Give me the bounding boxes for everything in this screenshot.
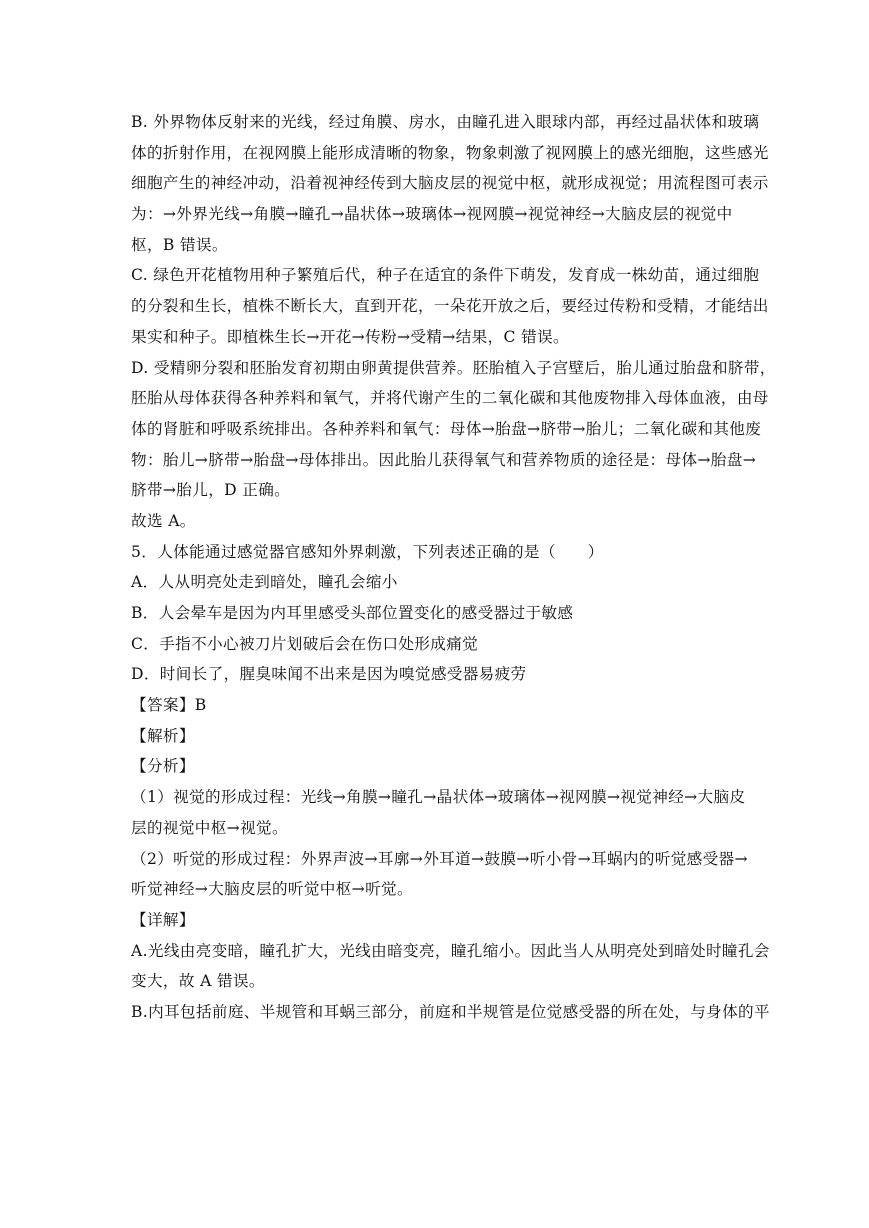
text-line: C. 绿色开花植物用种子繁殖后代，种子在适宜的条件下萌发，发育成一株幼苗，通过细胞: [131, 266, 760, 285]
text-line: 体的折射作用，在视网膜上能形成清晰的物象，物象刺激了视网膜上的感光细胞，这些感光: [131, 143, 769, 162]
breakdown-heading: 【分析】: [131, 757, 195, 776]
option-a: A．人从明亮处走到暗处，瞳孔会缩小: [131, 573, 398, 592]
text-line: B. 外界物体反射来的光线，经过角膜、房水，由瞳孔进入眼球内部，再经过晶状体和玻璃: [131, 113, 760, 131]
text-line: 层的视觉中枢→视觉。: [131, 818, 288, 837]
answer-heading: 【答案】B: [131, 696, 207, 715]
option-b: B．人会晕车是因为内耳里感受头部位置变化的感受器过于敏感: [131, 604, 574, 622]
text-line: A.光线由亮变暗，瞳孔扩大，光线由暗变亮，瞳孔缩小。因此当人从明亮处到暗处时瞳孔会: [131, 941, 770, 960]
document-body: [131, 107, 776, 1028]
question-stem: 5．人体能通过感觉器官感知外界刺激，下列表述正确的是（ ）: [131, 542, 604, 561]
text-line: 的分裂和生长，植株不断长大，直到开花，一朵花开放之后，要经过传粉和受精，才能结出: [131, 297, 769, 316]
text-line: 体的肾脏和呼吸系统排出。各种养料和氧气：母体→胎盘→脐带→胎儿；二氧化碳和其他废: [131, 419, 762, 438]
text-line: D. 受精卵分裂和胚胎发育初期由卵黄提供营养。胚胎植入子宫壁后，胎儿通过胎盘和脐带，: [131, 358, 776, 377]
text-line: 变大，故 A 错误。: [131, 972, 265, 991]
text-line: （2）听觉的形成过程：外界声波→耳廓→外耳道→鼓膜→听小骨→耳蜗内的听觉感受器→: [131, 849, 748, 868]
text-line: 胚胎从母体获得各种养料和氧气，并将代谢产生的二氧化碳和其他废物排入母体血液，由母: [131, 389, 769, 408]
text-line: 脐带→胎儿，D 正确。: [131, 481, 291, 500]
text-line: （1）视觉的形成过程：光线→角膜→瞳孔→晶状体→玻璃体→视网膜→视觉神经→大脑皮: [131, 788, 746, 807]
detail-heading: 【详解】: [131, 910, 195, 929]
option-c: C．手指不小心被刀片划破后会在伤口处形成痛觉: [131, 634, 479, 653]
analysis-heading: 【解析】: [131, 726, 195, 745]
text-line: 为：→外界光线→角膜→瞳孔→晶状体→玻璃体→视网膜→视觉神经→大脑皮层的视觉中: [131, 205, 733, 224]
text-line: 物：胎儿→脐带→胎盘→母体排出。因此胎儿获得氧气和营养物质的途径是：母体→胎盘→: [131, 450, 757, 469]
text-line: 果实和种子。即植株生长→开花→传粉→受精→结果，C 错误。: [131, 327, 569, 346]
text-line: 细胞产生的神经冲动，沿着视神经传到大脑皮层的视觉中枢，就形成视觉；用流程图可表示: [131, 174, 769, 193]
text-line: B.内耳包括前庭、半规管和耳蜗三部分，前庭和半规管是位觉感受器的所在处，与身体的平: [131, 1002, 770, 1021]
text-line: 故选 A。: [131, 511, 196, 530]
option-d: D．时间长了，腥臭味闻不出来是因为嗅觉感受器易疲劳: [131, 665, 527, 684]
text-line: 听觉神经→大脑皮层的听觉中枢→听觉。: [131, 880, 413, 899]
text-line: 枢，B 错误。: [131, 235, 228, 254]
